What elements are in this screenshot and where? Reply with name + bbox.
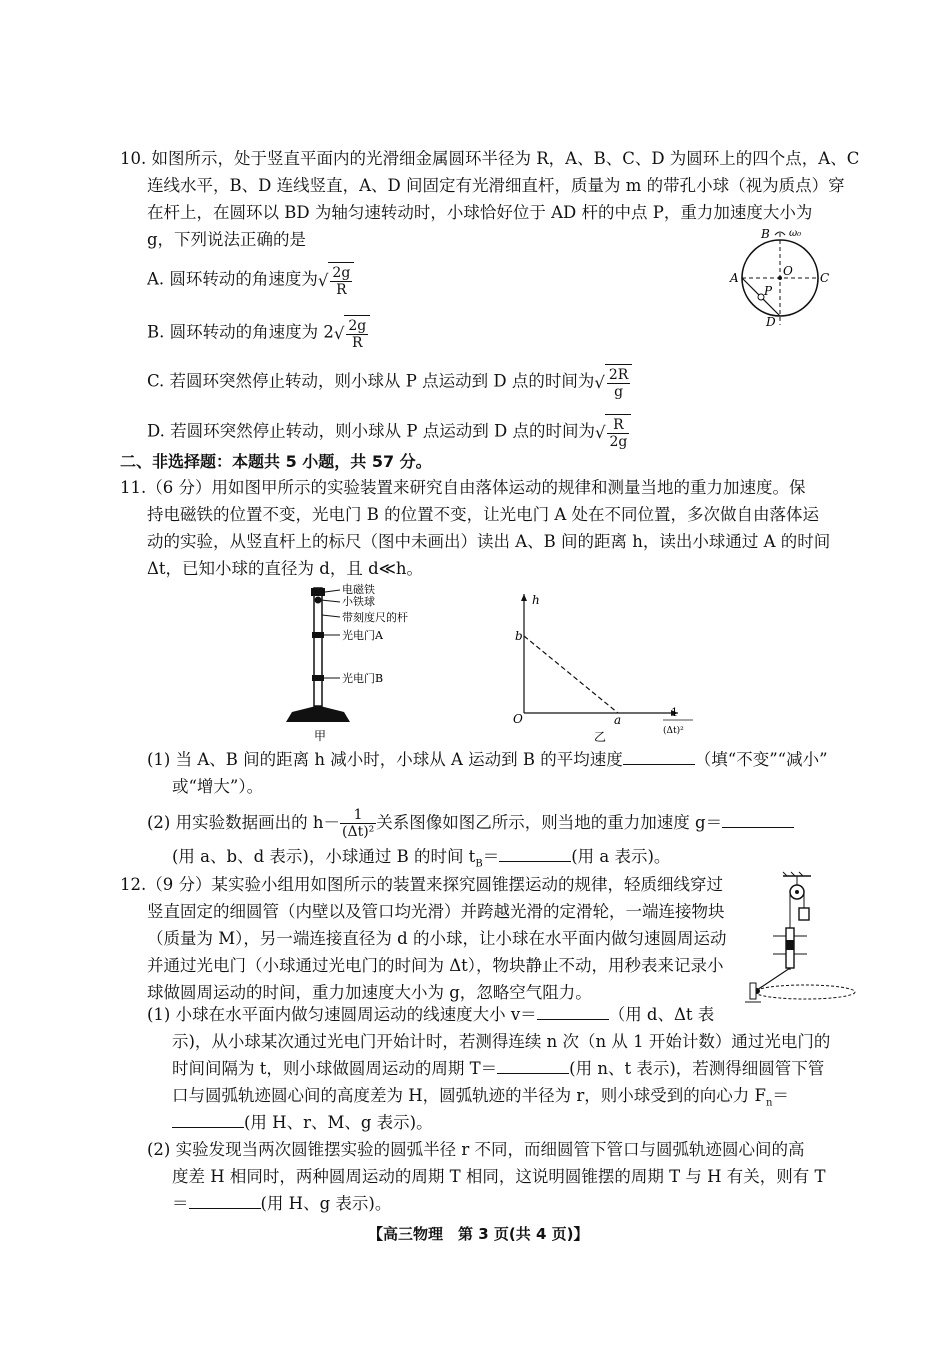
ring-label-c: C — [820, 271, 830, 285]
answer-blank[interactable] — [537, 1005, 609, 1020]
ring-label-p: P — [764, 284, 773, 298]
q10-line-1: 10. 如图所示，处于竖直平面内的光滑细金属圆环半径为 R，A、B、C、D 为圆环上的四个点，A、C — [120, 149, 860, 168]
q11-apparatus-figure — [280, 580, 420, 745]
page-footer: 【高三物理 第 3 页(共 4 页)】 — [368, 1225, 589, 1243]
q11-line-2: 持电磁铁的位置不变，光电门 B 的位置不变，让光电门 A 处在不同位置，多次做自由落体运 — [147, 505, 820, 524]
figure-caption-jia: 甲 — [314, 729, 327, 743]
apparatus-label-gate-a: 光电门A — [342, 629, 383, 642]
q11-line-4: Δt，已知小球的直径为 d，且 d≪h。 — [147, 559, 424, 578]
q12-sub1-line3: 时间间隔为 t，则小球做圆周运动的周期 T＝ (用 n、t 表示)，若测得细圆管下管 — [172, 1059, 825, 1078]
answer-blank[interactable] — [497, 1059, 569, 1074]
q12-sub1-line5: (用 H、r、M、g 表示)。 — [172, 1111, 433, 1135]
answer-blank[interactable] — [623, 750, 695, 765]
q10-ring-figure — [725, 225, 835, 335]
q11-graph-figure — [508, 588, 698, 743]
q11-sub2-line2: (用 a、b、d 表示)，小球通过 B 的时间 $t_B=$ (用 a 表示)。 — [172, 847, 671, 870]
q12-line-1: 12.（9 分）某实验小组用如图所示的装置来探究圆锥摆运动的规律，轻质细线穿过 — [120, 875, 723, 894]
q12-line-3: （质量为 M），另一端连接直径为 d 的小球，让小球在水平面内做匀速圆周运动 — [147, 929, 727, 948]
q12-sub2-line1: (2) 实验发现当两次圆锥摆实验的圆弧半径 r 不同，而细圆管下管口与圆弧轨迹圆心间的高 — [147, 1140, 805, 1159]
q12-line-2: 竖直固定的细圆管（内壁以及管口均光滑）并跨越光滑的定滑轮，一端连接物块 — [147, 902, 725, 921]
section-heading: 二、非选择题：本题共 5 小题，共 57 分。 — [120, 452, 432, 471]
ring-label-omega: ω₀ — [789, 228, 802, 239]
q12-pendulum-figure — [745, 870, 865, 1010]
q10-line-4: g，下列说法正确的是 — [147, 230, 307, 249]
answer-blank[interactable] — [722, 813, 794, 828]
q10-option-b: B. 圆环转动的角速度为 2√ $\frac{2g}{R}$ — [147, 315, 370, 351]
graph-origin: O — [513, 712, 523, 726]
q12-sub1-line2: 示)，从小球某次通过光电门开始计时，若测得连续 n 次（n 从 1 开始计数）通过光电门的 — [172, 1032, 831, 1051]
q10-option-d: D. 若圆环突然停止转动，则小球从 P 点运动到 D 点的时间为√ $\frac{R}{2g}$ — [147, 414, 631, 450]
q11-sub1-line2: 或“增大”）。 — [172, 777, 264, 796]
q10-line-3: 在杆上，在圆环以 BD 为轴匀速转动时，小球恰好位于 AD 杆的中点 P，重力加速度大小为 — [147, 203, 813, 222]
graph-axis-x-num: 1 — [671, 706, 678, 719]
q11-sub1-line1: (1) 当 A、B 间的距离 h 减小时，小球从 A 运动到 B 的平均速度 （填“不变”“减小” — [147, 750, 828, 769]
q12-sub2-line3: ＝ (用 H、g 表示)。 — [172, 1194, 392, 1213]
q11-sub2-line1: (2) 用实验数据画出的 h－ $\frac{1}{\text{(Δt)²}}$ 关系图像如图乙所示，则当地的重力加速度 g＝ — [147, 807, 794, 840]
apparatus-label-rod: 带刻度尺的杆 — [342, 611, 408, 624]
q10-line-2: 连线水平，B、D 连线竖直，A、D 间固定有光滑细直杆，质量为 m 的带孔小球（视为质点）穿 — [147, 176, 845, 195]
ring-label-d: D — [766, 315, 776, 329]
q10-option-a: A. 圆环转动的角速度为√ $\frac{2g}{R}$ — [147, 262, 354, 298]
q12-sub2-line2: 度差 H 相同时，两种圆周运动的周期 T 相同，这说明圆锥摆的周期 T 与 H 有关，则有 T — [172, 1167, 826, 1186]
q10-option-c: C. 若圆环突然停止转动，则小球从 P 点运动到 D 点的时间为√ $\frac{2R}{g}$ — [147, 364, 632, 400]
q11-line-1: 11.（6 分）用如图甲所示的实验装置来研究自由落体运动的规律和测量当地的重力加速度。保 — [120, 478, 806, 497]
q12-line-5: 球做圆周运动的时间，重力加速度大小为 g，忽略空气阻力。 — [147, 983, 592, 1002]
graph-intercept-b: b — [515, 629, 523, 643]
apparatus-label-gate-b: 光电门B — [342, 672, 384, 685]
q11-line-3: 动的实验，从竖直杆上的标尺（图中未画出）读出 A、B 间的距离 h，读出小球通过 A 的时间 — [147, 532, 831, 551]
q12-sub1-line1: (1) 小球在水平面内做匀速圆周运动的线速度大小 v＝ （用 d、Δt 表 — [147, 1005, 715, 1024]
ring-label-b: B — [761, 227, 770, 241]
ring-label-a: A — [730, 271, 739, 285]
q12-line-4: 并通过光电门（小球通过光电门的时间为 Δt），物块静止不动，用秒表来记录小 — [147, 956, 724, 975]
graph-intercept-a: a — [614, 713, 622, 727]
apparatus-label-ball: 小铁球 — [342, 595, 375, 608]
ring-label-o: O — [783, 264, 793, 278]
answer-blank[interactable] — [189, 1194, 261, 1209]
apparatus-label-magnet: 电磁铁 — [342, 583, 375, 596]
figure-caption-yi: 乙 — [594, 730, 607, 743]
answer-blank[interactable] — [172, 1113, 244, 1128]
graph-axis-h: h — [532, 593, 540, 607]
q12-sub1-line4: 口与圆弧轨迹圆心间的高度差为 H，圆弧轨迹的半径为 r，则小球受到的向心力 $F_n=$ — [172, 1086, 789, 1109]
answer-blank[interactable] — [499, 847, 571, 862]
graph-axis-x-den: (Δt)² — [663, 726, 684, 736]
